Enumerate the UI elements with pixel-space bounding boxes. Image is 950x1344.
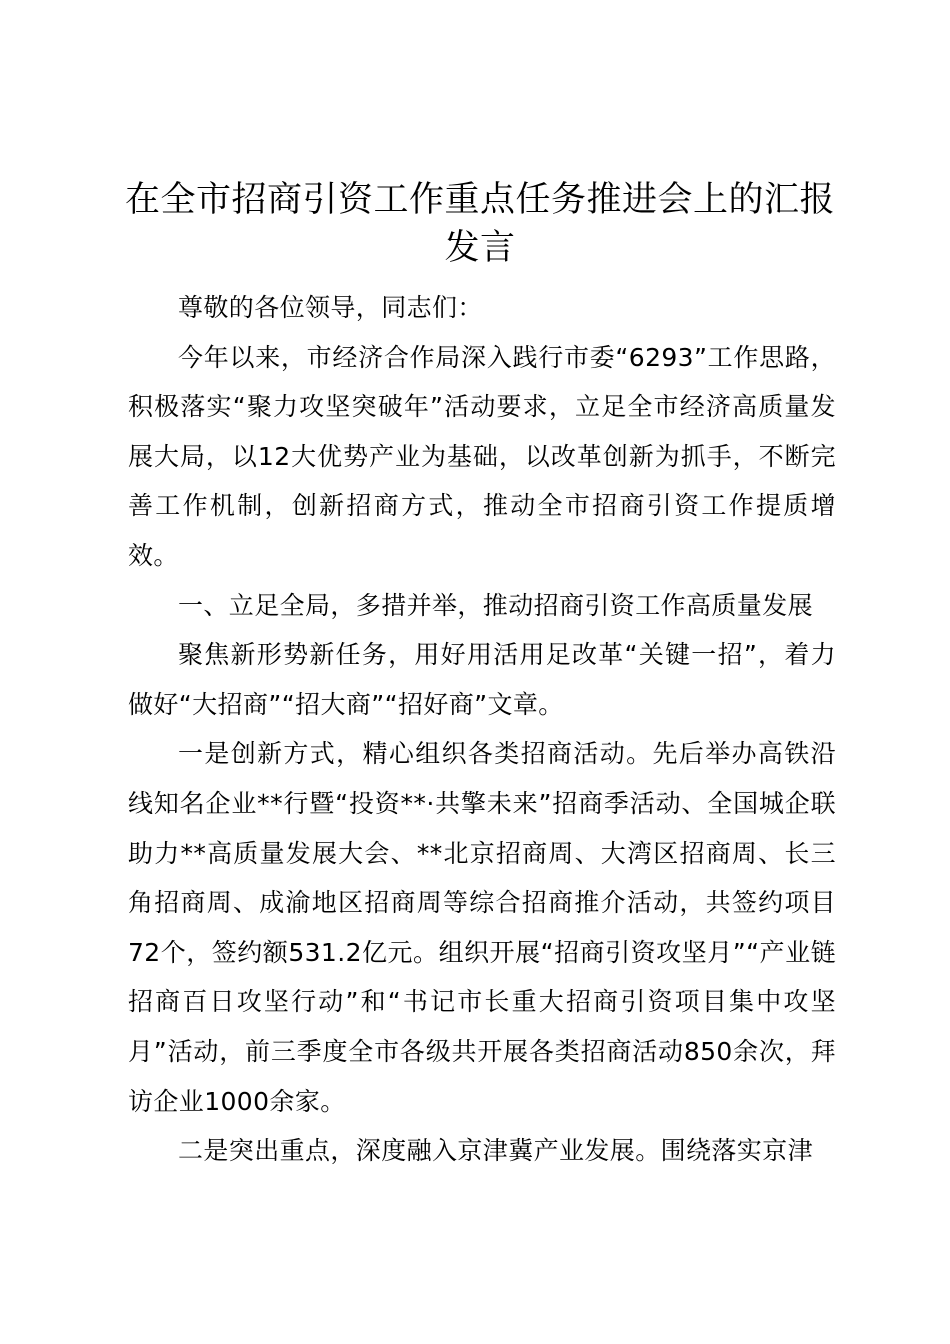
- salutation-paragraph: 尊敬的各位领导，同志们：: [178, 293, 483, 322]
- section-intro-paragraph: 聚焦新形势新任务，用好用活用足改革“关键一招”，着力做好“大招商”“招大商”“招好商”文章。: [128, 640, 836, 719]
- intro-paragraph: 今年以来，市经济合作局深入践行市委“6293”工作思路，积极落实“聚力攻坚突破年”活动要求，立足全市经济高质量发展大局，以12大优势产业为基础，以改革创新为抓手，不断完善工作机制，创新招商方式，推动全市招商引资工作提质增效。: [128, 342, 836, 570]
- document-body: [128, 283, 836, 1176]
- point-one-paragraph: 一是创新方式，精心组织各类招商活动。先后举办高铁沿线知名企业**行暨“投资**·共擎未来”招商季活动、全国城企联助力**高质量发展大会、**北京招商周、大湾区招商周、长三角招商周、成渝地区招商周等综合招商推介活动，共签约项目72个，签约额531.2亿元。组织开展“招商引资攻坚月”“产业链招商百日攻坚行动”和“书记市长重大招商引资项目集中攻坚月”活动，前三季度全市各级共开展各类招商活动850余次，拜访企业1000余家。: [128, 739, 836, 1116]
- point-two-paragraph: 二是突出重点，深度融入京津冀产业发展。围绕落实京津: [178, 1136, 814, 1166]
- document-title: 在全市招商引资工作重点任务推进会上的汇报发言: [124, 180, 835, 268]
- section-heading: 一、立足全局，多措并举，推动招商引资工作高质量发展: [178, 590, 814, 620]
